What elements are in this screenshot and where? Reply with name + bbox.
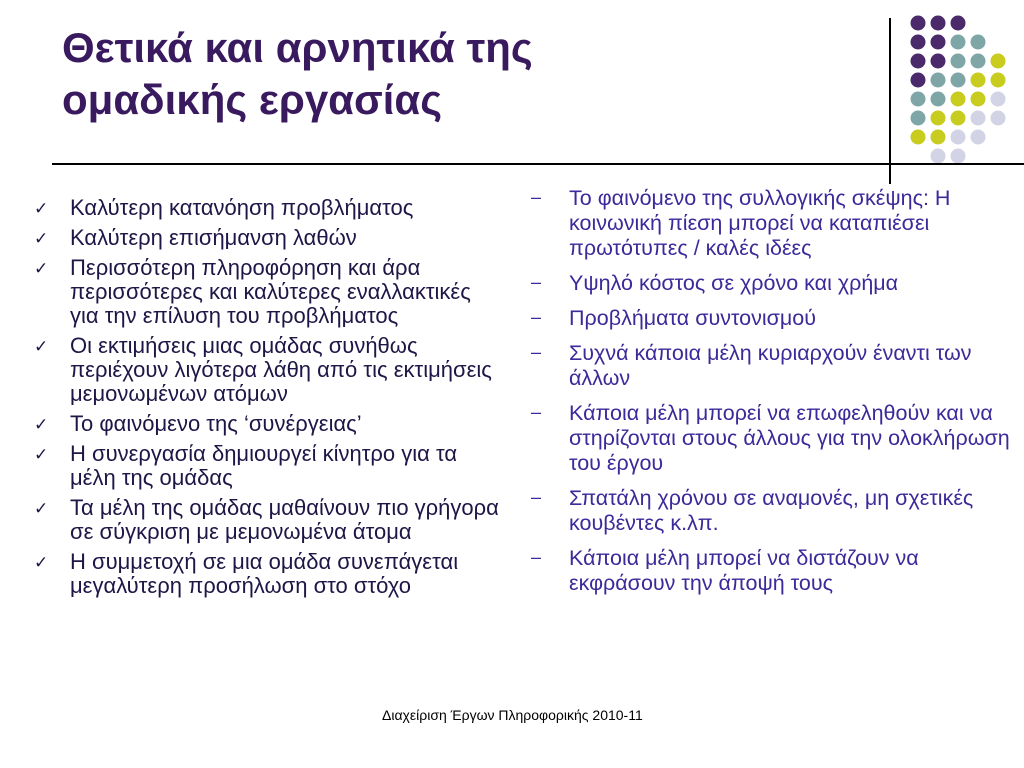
- check-icon: ✓: [34, 415, 49, 434]
- pros-item-text: Καλύτερη κατανόηση προβλήματος: [70, 195, 414, 220]
- decorative-dot: [951, 111, 966, 126]
- cons-item-text: Υψηλό κόστος σε χρόνο και χρήμα: [569, 271, 899, 295]
- decorative-dot: [951, 54, 966, 69]
- decorative-dot: [931, 111, 946, 126]
- cons-item-text: Κάποια μέλη μπορεί να διστάζουν να εκφράσουν την άποψή τους: [569, 546, 919, 595]
- decorative-dot: [911, 16, 926, 31]
- pros-item-text: Καλύτερη επισήμανση λαθών: [70, 225, 357, 250]
- pros-item-text: Το φαινόμενο της ‘συνέργειας’: [70, 411, 362, 436]
- decorative-dot: [971, 35, 986, 50]
- decorative-dot: [971, 92, 986, 107]
- decorative-dot: [911, 73, 926, 88]
- decorative-dot-grid: [0, 0, 1024, 170]
- pros-item-text: Η συνεργασία δημιουργεί κίνητρο για τα μέλη της ομάδας: [70, 441, 458, 490]
- pros-item: [34, 226, 504, 250]
- decorative-dot: [931, 16, 946, 31]
- pros-item: [34, 256, 504, 328]
- decorative-dot: [951, 92, 966, 107]
- decorative-dot: [951, 73, 966, 88]
- cons-item: [531, 271, 1021, 296]
- decorative-dot: [911, 111, 926, 126]
- decorative-dot: [971, 73, 986, 88]
- decorative-dot: [911, 35, 926, 50]
- cons-item-text: Σπατάλη χρόνου σε αναμονές, μη σχετικές κουβέντες κ.λπ.: [569, 486, 974, 535]
- pros-item: [34, 496, 504, 544]
- decorative-dot: [931, 92, 946, 107]
- pros-item-text: Τα μέλη της ομάδας μαθαίνουν πιο γρήγορα σε σύγκριση με μεμονωμένα άτομα: [70, 495, 499, 544]
- decorative-dot: [971, 130, 986, 145]
- decorative-dot: [931, 73, 946, 88]
- decorative-dot: [971, 54, 986, 69]
- cons-item: [531, 186, 1021, 261]
- decorative-dot: [911, 130, 926, 145]
- dash-bullet-icon: –: [531, 487, 542, 507]
- decorative-dot: [951, 130, 966, 145]
- check-icon: ✓: [34, 199, 49, 218]
- dash-bullet-icon: –: [531, 187, 542, 207]
- slide-title-line-1: Θετικά και αρνητικά της: [62, 24, 533, 71]
- dash-bullet-icon: –: [531, 272, 542, 292]
- decorative-dot: [931, 149, 946, 164]
- pros-item: [34, 550, 504, 598]
- cons-item-text: Συχνά κάποια μέλη κυριαρχούν έναντι των άλλων: [569, 341, 972, 390]
- check-icon: ✓: [34, 229, 49, 248]
- decorative-dot: [931, 130, 946, 145]
- vertical-divider: [889, 18, 891, 184]
- cons-item: [531, 486, 1021, 536]
- check-icon: ✓: [34, 259, 49, 278]
- decorative-dot: [991, 92, 1006, 107]
- check-icon: ✓: [34, 445, 49, 464]
- pros-item: [34, 442, 504, 490]
- pros-item-text: Η συμμετοχή σε μια ομάδα συνεπάγεται μεγαλύτερη προσήλωση στο στόχο: [70, 549, 459, 598]
- slide-title-line-2: ομαδικής εργασίας: [62, 76, 443, 123]
- decorative-dot: [951, 16, 966, 31]
- title-underline: [52, 163, 1024, 165]
- pros-list: [34, 196, 504, 604]
- dash-bullet-icon: –: [531, 307, 542, 327]
- cons-list: [531, 186, 1021, 606]
- cons-item: [531, 401, 1021, 476]
- slide-footer: Διαχείριση Έργων Πληροφορικής 2010-11: [382, 707, 643, 723]
- decorative-dot: [971, 111, 986, 126]
- dash-bullet-icon: –: [531, 547, 542, 567]
- decorative-dot: [931, 54, 946, 69]
- check-icon: ✓: [34, 499, 49, 518]
- pros-item-text: Οι εκτιμήσεις μιας ομάδας συνήθως περιέχουν λιγότερα λάθη από τις εκτιμήσεις μεμονωμένων ατόμων: [70, 333, 492, 406]
- decorative-dot: [991, 111, 1006, 126]
- dash-bullet-icon: –: [531, 342, 542, 362]
- decorative-dot: [991, 73, 1006, 88]
- decorative-dot: [931, 35, 946, 50]
- check-icon: ✓: [34, 553, 49, 572]
- pros-item: [34, 334, 504, 406]
- cons-item-text: Προβλήματα συντονισμού: [569, 306, 817, 330]
- decorative-dot: [911, 92, 926, 107]
- decorative-dot: [911, 54, 926, 69]
- cons-item-text: Το φαινόμενο της συλλογικής σκέψης: Η κοινωνική πίεση μπορεί να καταπιέσει πρωτότυπες / καλές ιδέες: [569, 186, 951, 260]
- decorative-dot: [991, 54, 1006, 69]
- decorative-dot: [951, 35, 966, 50]
- cons-item-text: Κάποια μέλη μπορεί να επωφεληθούν και να στηρίζονται στους άλλους για την ολοκλήρωση του έργου: [569, 401, 1010, 475]
- pros-item: [34, 412, 504, 436]
- cons-item: [531, 306, 1021, 331]
- check-icon: ✓: [34, 337, 49, 356]
- cons-item: [531, 341, 1021, 391]
- pros-item-text: Περισσότερη πληροφόρηση και άρα περισσότερες και καλύτερες εναλλακτικές για την επίλυση του προβλήματος: [70, 255, 471, 328]
- pros-item: [34, 196, 504, 220]
- decorative-dot: [951, 149, 966, 164]
- cons-item: [531, 546, 1021, 596]
- dash-bullet-icon: –: [531, 402, 542, 422]
